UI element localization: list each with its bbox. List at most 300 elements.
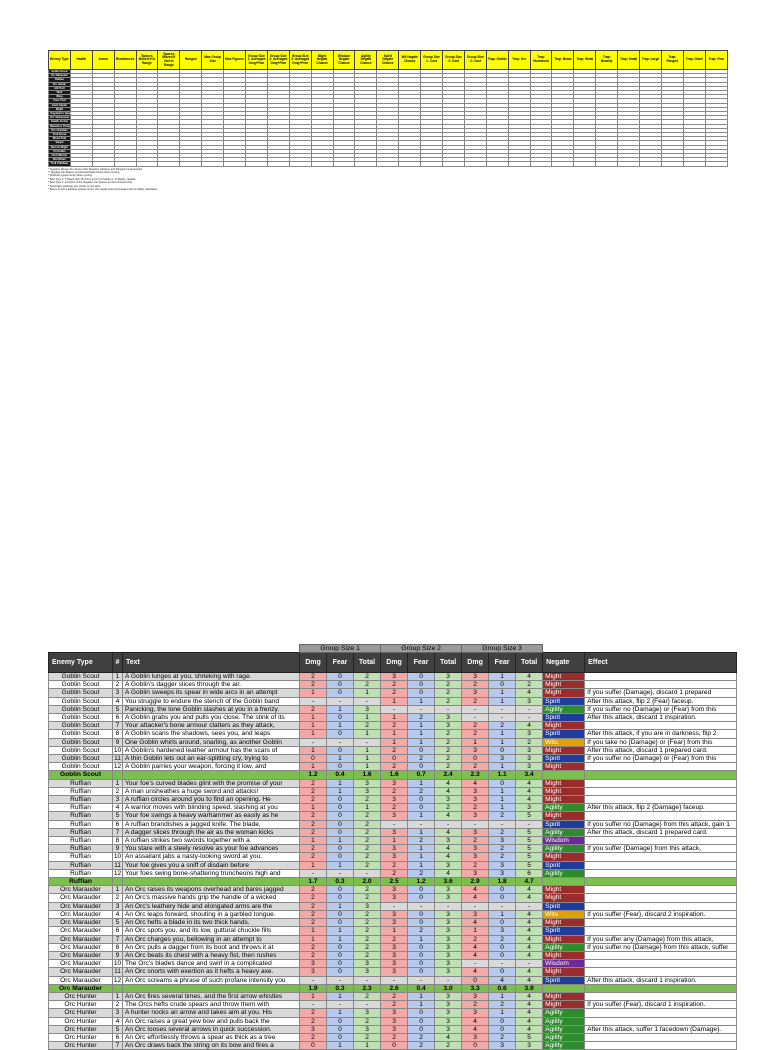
attack-enemy-name: Orc Hunter: [49, 1025, 113, 1033]
stat-tot: -: [516, 714, 543, 722]
stat-dmg: 3: [300, 1025, 327, 1033]
negate-attribute: Spirit: [543, 976, 585, 984]
attack-row: [49, 673, 737, 681]
stat-tot: 4: [516, 894, 543, 902]
summary-enemy-name: Hill Troll: [49, 86, 71, 90]
stat-tot: 3: [435, 894, 462, 902]
attack-row: [49, 894, 737, 902]
stat-dmg: 2: [381, 681, 408, 689]
attack-enemy-name: Ruffian: [49, 820, 113, 828]
stat-tot: 3: [435, 960, 462, 968]
negate-attribute: Might: [543, 968, 585, 976]
attack-text: The Orc's blades dance and swirl in a complicated: [123, 960, 300, 968]
stat-fear: 0: [489, 746, 516, 754]
stat-tot: 2: [435, 763, 462, 771]
stat-tot: 4: [516, 1025, 543, 1033]
negate-attribute: Might: [543, 853, 585, 861]
stat-tot: 4: [435, 845, 462, 853]
stat-dmg: 2: [300, 951, 327, 959]
negate-attribute: Might: [543, 722, 585, 730]
stat-fear: 1: [408, 992, 435, 1000]
summary-enemy-name: Vargul: [49, 141, 71, 145]
summary-enemy-name: Barrow Wight: [49, 145, 71, 149]
stat-tot: -: [516, 705, 543, 713]
attack-effect: If you suffer {Fear}, discard 2 inspiration.: [585, 910, 737, 918]
stat-fear: 1: [327, 779, 354, 787]
attack-number: 1: [113, 779, 123, 787]
stat-tot: 3: [516, 730, 543, 738]
stat-dmg: 2: [300, 894, 327, 902]
attack-text: An Orc raises its weapons overhead and bares jagged: [123, 886, 300, 894]
stat-fear: 2: [408, 869, 435, 877]
stat-dmg: -: [462, 714, 489, 722]
attack-text: An Orc leaps forward, shouting in a garbled tongue.: [123, 910, 300, 918]
stat-fear: 1: [408, 853, 435, 861]
stat-tot: 4: [516, 968, 543, 976]
attack-text: A thin Goblin lets out an ear-splitting cry, trying to: [123, 755, 300, 763]
stat-fear: 0: [408, 1017, 435, 1025]
average-spacer: [585, 878, 737, 886]
summary-column-header: Group Size 3: Cost: [464, 51, 486, 70]
negate-attribute: Spirit: [543, 820, 585, 828]
stat-dmg: 4: [462, 1025, 489, 1033]
average-row: [49, 771, 737, 779]
attack-enemy-name: Ruffian: [49, 845, 113, 853]
stat-fear: 0: [489, 779, 516, 787]
summary-enemy-name: Orc Hunter: [49, 82, 71, 86]
footnote-line: * Secondary attributes are shown on the card: [48, 184, 100, 188]
stat-fear: 0: [327, 689, 354, 697]
attack-number: 12: [113, 763, 122, 771]
stat-dmg: 1: [300, 927, 327, 935]
stat-tot: 3: [516, 804, 543, 812]
stat-dmg: 2: [300, 787, 327, 795]
stat-tot: 3: [516, 763, 543, 771]
summary-enemy-name: Warg: [49, 95, 71, 99]
stat-dmg: 2: [462, 935, 489, 943]
attack-row: [49, 1001, 737, 1009]
stat-tot: 2: [354, 927, 381, 935]
stat-fear: 1: [408, 845, 435, 853]
stat-fear: 3: [489, 861, 516, 869]
attack-effect: [585, 763, 737, 771]
stat-dmg: 3: [381, 919, 408, 927]
stat-tot: 2: [435, 1042, 462, 1050]
attack-row: [49, 755, 737, 763]
negate-attribute: Spirit: [543, 714, 585, 722]
stat-tot: 2: [516, 738, 543, 746]
summary-enemy-name: Troll Scout: [49, 133, 71, 137]
attack-enemy-name: Orc Hunter: [49, 1001, 113, 1009]
footnote-line: * Best Type 1: 3 Space with 15 of any armor (of Goblin or, of Might), negates: [48, 177, 136, 181]
attack-row: [49, 943, 737, 951]
summary-column-header: Trap: Goblin: [486, 51, 508, 70]
stat-tot: 2: [354, 894, 381, 902]
stat-fear: 1: [327, 705, 354, 713]
summary-cell: [640, 162, 662, 166]
attack-text: An Orc charges you, bellowing in an attempt to: [123, 935, 300, 943]
summary-cell: [618, 162, 640, 166]
average-value: 4.7: [516, 878, 543, 886]
summary-cell: [683, 162, 705, 166]
summary-column-header: Trap: Giant: [683, 51, 705, 70]
stat-fear: 2: [408, 1033, 435, 1041]
stat-tot: 5: [516, 845, 543, 853]
attack-number: 1: [113, 886, 123, 894]
attack-effect: If you take no {Damage} or {Fear} from this: [585, 738, 737, 746]
attack-effect: [585, 812, 737, 820]
negate-attribute: Agility: [543, 1033, 585, 1041]
attack-text: A hunter nocks an arrow and takes aim at you. His: [123, 1009, 300, 1017]
stat-tot: 4: [516, 1001, 543, 1009]
summary-column-header: Spaces Moved If In Range: [136, 51, 158, 70]
average-enemy-name: Ruffian: [49, 878, 113, 886]
footnote-line: * Attributes ignore armor when moving: [48, 174, 92, 178]
negate-attribute: Agility: [543, 943, 585, 951]
attack-enemy-name: Ruffian: [49, 869, 113, 877]
stat-dmg: 4: [462, 951, 489, 959]
stat-tot: 3: [435, 943, 462, 951]
stat-dmg: 2: [381, 1033, 408, 1041]
attack-text: Your foe's curved blades glint with the promise of your: [123, 779, 300, 787]
summary-column-header: Resistances: [114, 51, 136, 70]
stat-tot: -: [354, 869, 381, 877]
stat-fear: 1: [327, 935, 354, 943]
attack-enemy-name: Ruffian: [49, 796, 113, 804]
stat-dmg: 3: [381, 779, 408, 787]
summary-cell: [399, 162, 421, 166]
attack-enemy-name: Goblin Scout: [49, 755, 113, 763]
stat-fear: 0: [489, 681, 516, 689]
stat-tot: 2: [435, 697, 462, 705]
attack-enemy-name: Orc Marauder: [49, 910, 113, 918]
attack-enemy-name: Goblin Scout: [49, 689, 113, 697]
average-value: 0.3: [327, 878, 354, 886]
average-spacer: [113, 771, 123, 779]
attack-text: You stare with a steely resolve as your foe advances: [123, 845, 300, 853]
attack-row: [49, 689, 737, 697]
stat-fear: 0: [327, 943, 354, 951]
stat-tot: 3: [435, 886, 462, 894]
stat-dmg: 3: [300, 968, 327, 976]
stat-fear: 0: [408, 894, 435, 902]
negate-attribute: Agility: [543, 1009, 585, 1017]
stat-fear: 0: [408, 1009, 435, 1017]
attack-text: You struggle to endure the stench of the Goblin band: [123, 697, 300, 705]
summary-enemy-name: Goblin Scout: [49, 70, 71, 74]
stat-fear: 0: [327, 919, 354, 927]
stat-tot: 3: [435, 722, 462, 730]
stat-dmg: 3: [381, 673, 408, 681]
stat-tot: 5: [516, 861, 543, 869]
stat-tot: 4: [516, 673, 543, 681]
stat-dmg: -: [462, 820, 489, 828]
attack-number: 7: [113, 722, 123, 730]
stat-tot: 1: [354, 804, 381, 812]
attack-effect: If you suffer any {Damage} from this attack,: [585, 935, 737, 943]
stat-fear: 1: [489, 689, 516, 697]
stat-tot: 3: [516, 746, 543, 754]
negate-attribute: Spirit: [543, 755, 585, 763]
attack-row: [49, 746, 737, 754]
attack-effect: After this attack, discard 1 inspiration.: [585, 976, 737, 984]
average-value: 1.6: [354, 771, 381, 779]
stat-tot: 2: [354, 919, 381, 927]
stat-fear: 2: [408, 714, 435, 722]
attack-enemy-name: Ruffian: [49, 787, 113, 795]
attack-effect: [585, 902, 737, 910]
attack-text: A Goblin grabs you and pulls you close. The stink of its: [123, 714, 300, 722]
column-header: Total: [516, 653, 543, 673]
attack-effect: After this attack, if you are in darkness, flip 2: [585, 730, 737, 738]
stat-tot: 2: [354, 1017, 381, 1025]
stat-dmg: 4: [462, 943, 489, 951]
stat-fear: -: [327, 738, 354, 746]
summary-column-header: Trap: Orc: [508, 51, 530, 70]
attack-effect: [585, 1009, 737, 1017]
negate-attribute: Agility: [543, 828, 585, 836]
stat-tot: 3: [516, 755, 543, 763]
stat-dmg: 2: [381, 992, 408, 1000]
attack-text: A Goblin scans the shadows, sees you, and leaps: [123, 730, 300, 738]
footnote-line: * Bonus of every attribute ignores armor; the negate limit percentages can be widely calculated: [48, 188, 157, 192]
summary-column-header: Trap: Small: [618, 51, 640, 70]
stat-fear: -: [408, 976, 435, 984]
stat-tot: 2: [435, 804, 462, 812]
attack-text: An Orc pulls a dagger from its boot and throws it at: [123, 943, 300, 951]
stat-tot: 3: [354, 787, 381, 795]
negate-attribute: Wits: [543, 910, 585, 918]
stat-fear: 2: [489, 845, 516, 853]
attack-text: A man unsheathes a huge sword and attacks!: [123, 787, 300, 795]
stat-tot: 3: [354, 902, 381, 910]
attack-number: 12: [113, 976, 122, 984]
attack-effect: [585, 673, 737, 681]
stat-fear: 1: [408, 935, 435, 943]
stat-tot: 4: [516, 943, 543, 951]
attack-effect: After this attack, discard 1 prepared card.: [585, 746, 737, 754]
stat-fear: 0: [327, 746, 354, 754]
stat-fear: 1: [327, 1009, 354, 1017]
stat-fear: 1: [489, 730, 516, 738]
stat-tot: 4: [435, 812, 462, 820]
stat-tot: 2: [354, 861, 381, 869]
attack-enemy-name: Goblin Scout: [49, 763, 113, 771]
stat-fear: 0: [489, 943, 516, 951]
stat-fear: 0: [408, 804, 435, 812]
stat-fear: 0: [327, 681, 354, 689]
stat-dmg: 1: [381, 730, 408, 738]
stat-fear: 3: [489, 755, 516, 763]
negate-attribute: Agility: [543, 845, 585, 853]
attack-effect: [585, 968, 737, 976]
summary-header-row: [49, 51, 728, 70]
stat-tot: -: [435, 902, 462, 910]
summary-cell: [486, 162, 508, 166]
summary-enemy-name: Ungoliant's Spawn: [50, 112, 74, 116]
stat-tot: 3: [435, 1001, 462, 1009]
negate-attribute: Agility: [543, 1017, 585, 1025]
attack-enemy-name: Goblin Scout: [49, 738, 113, 746]
average-value: 3.3: [462, 984, 489, 992]
negate-attribute: Might: [543, 746, 585, 754]
attack-effect: If you suffer no {Damage} from this attack, suffer: [585, 943, 737, 951]
attack-effect: If you suffer no {Damage} or {Fear} from this: [585, 705, 737, 713]
stat-fear: 0: [327, 960, 354, 968]
attack-text: An assailant jabs a nasty-looking sword at you.: [123, 853, 300, 861]
attack-enemy-name: Orc Marauder: [49, 976, 113, 984]
attack-number: 9: [113, 845, 123, 853]
footnote-line: * Best Type 2: Combine of the Negation the Spaces as Non-Group/Group: [48, 181, 133, 185]
attack-row: [49, 951, 737, 959]
stat-tot: 4: [516, 779, 543, 787]
attack-number: 7: [113, 828, 123, 836]
stat-dmg: -: [462, 902, 489, 910]
average-value: 2.9: [462, 878, 489, 886]
stat-fear: 0: [327, 796, 354, 804]
stat-fear: 1: [327, 755, 354, 763]
stat-dmg: 2: [381, 861, 408, 869]
attack-number: 12: [113, 869, 122, 877]
attack-row: [49, 828, 737, 836]
average-value: 1.1: [489, 771, 516, 779]
summary-enemy-name: Goblin Archer: [49, 120, 71, 124]
attack-text: A warrior moves with blinding speed, slashing at you: [123, 804, 300, 812]
attack-enemy-name: Orc Marauder: [49, 960, 113, 968]
attack-effect: After this attack, flip 2 {Fear} faceup.: [585, 697, 737, 705]
average-value: 0.4: [327, 771, 354, 779]
stat-dmg: -: [381, 820, 408, 828]
stat-tot: 3: [435, 935, 462, 943]
stat-dmg: 1: [462, 927, 489, 935]
stat-fear: 0: [408, 919, 435, 927]
attack-number: 10: [113, 853, 122, 861]
summary-column-header: Wit Negate Chance: [399, 51, 421, 70]
stat-tot: 5: [516, 1033, 543, 1041]
attack-text: An Orc beats its chest with a heavy fist, then rushes: [123, 951, 300, 959]
blank-header-cell: [543, 645, 737, 653]
stat-fear: 2: [408, 755, 435, 763]
enemy-summary-table: [48, 50, 728, 167]
stat-fear: 1: [489, 738, 516, 746]
stat-dmg: 1: [300, 837, 327, 845]
attack-number: 2: [113, 1001, 123, 1009]
attack-row: [49, 845, 737, 853]
attack-number: 6: [113, 820, 123, 828]
attack-enemy-name: Orc Hunter: [49, 992, 113, 1000]
attack-number: 6: [113, 714, 123, 722]
stat-tot: 3: [435, 951, 462, 959]
stat-fear: 0: [489, 894, 516, 902]
attack-effect: [585, 927, 737, 935]
summary-cell: [377, 162, 399, 166]
stat-dmg: 2: [300, 828, 327, 836]
stat-tot: -: [516, 902, 543, 910]
attack-number: 4: [113, 804, 123, 812]
attack-row: [49, 1042, 737, 1050]
stat-fear: 2: [408, 1042, 435, 1050]
attack-effect: After this attack, discard 1 prepared card.: [585, 828, 737, 836]
attack-row: [49, 976, 737, 984]
summary-column-header: Max Group Size: [202, 51, 224, 70]
attack-text: An Orc effortlessly throws a spear as thick as a tree: [123, 1033, 300, 1041]
column-header: Total: [435, 653, 462, 673]
stat-fear: 1: [489, 763, 516, 771]
stat-tot: 2: [354, 722, 381, 730]
average-value: 3.6: [435, 878, 462, 886]
negate-attribute: Might: [543, 951, 585, 959]
attack-effect: If you suffer {Damage} from this attack,: [585, 845, 737, 853]
stat-dmg: 3: [381, 796, 408, 804]
stat-dmg: 1: [300, 746, 327, 754]
stat-tot: 3: [435, 927, 462, 935]
attack-enemy-name: Orc Hunter: [49, 1009, 113, 1017]
attack-row: [49, 738, 737, 746]
stat-dmg: 4: [462, 779, 489, 787]
stat-dmg: 2: [462, 722, 489, 730]
stat-dmg: 2: [300, 1033, 327, 1041]
stat-tot: 4: [516, 1009, 543, 1017]
attack-effect: After this attack, discard 1 inspiration.: [585, 714, 737, 722]
stat-dmg: -: [462, 705, 489, 713]
stat-dmg: 0: [300, 1042, 327, 1050]
average-spacer: [543, 878, 585, 886]
stat-dmg: 1: [300, 722, 327, 730]
negate-attribute: Might: [543, 681, 585, 689]
attack-text: The Orcs hefts crude spears and throw them with: [123, 1001, 300, 1009]
attack-enemy-name: Ruffian: [49, 812, 113, 820]
attack-row: [49, 968, 737, 976]
summary-cell: [136, 162, 158, 166]
attack-text: Your foe gives you a sniff of disdain before: [123, 861, 300, 869]
average-value: 2.3: [462, 771, 489, 779]
average-value: 1.9: [300, 984, 327, 992]
stat-dmg: 2: [300, 853, 327, 861]
stat-dmg: 2: [300, 705, 327, 713]
attack-text: An Orc screams a phrase of such profane intensity you: [123, 976, 300, 984]
stat-fear: 1: [489, 673, 516, 681]
column-header: Dmg: [462, 653, 489, 673]
stat-dmg: 3: [381, 845, 408, 853]
stat-dmg: 3: [381, 828, 408, 836]
stat-fear: 3: [489, 927, 516, 935]
stat-dmg: 1: [300, 730, 327, 738]
group-size-2-header: Group Size 2: [381, 645, 462, 653]
attack-number: 8: [113, 730, 123, 738]
negate-attribute: Agility: [543, 1025, 585, 1033]
summary-column-header: Wisdom Negate Chance: [333, 51, 355, 70]
average-row: [49, 984, 737, 992]
stat-dmg: 2: [462, 837, 489, 845]
attack-text: A Goblin lunges at you, shrieking with rage.: [123, 673, 300, 681]
stat-fear: -: [327, 697, 354, 705]
stat-dmg: -: [300, 976, 327, 984]
summary-column-header: Group Size 2: Averaged Dmg+Fear: [267, 51, 289, 70]
stat-dmg: 3: [462, 812, 489, 820]
average-value: 0.4: [408, 984, 435, 992]
attack-number: 11: [114, 861, 121, 869]
stat-dmg: 2: [462, 861, 489, 869]
stat-dmg: 2: [462, 763, 489, 771]
average-value: 3.4: [516, 771, 543, 779]
attack-number: 3: [113, 689, 123, 697]
average-spacer: [123, 984, 300, 992]
stat-tot: 4: [435, 787, 462, 795]
attack-text: An Orc's leathery hide and elongated arms are the: [123, 902, 300, 910]
stat-tot: 4: [516, 951, 543, 959]
stat-fear: 1: [489, 992, 516, 1000]
stat-tot: 2: [354, 910, 381, 918]
